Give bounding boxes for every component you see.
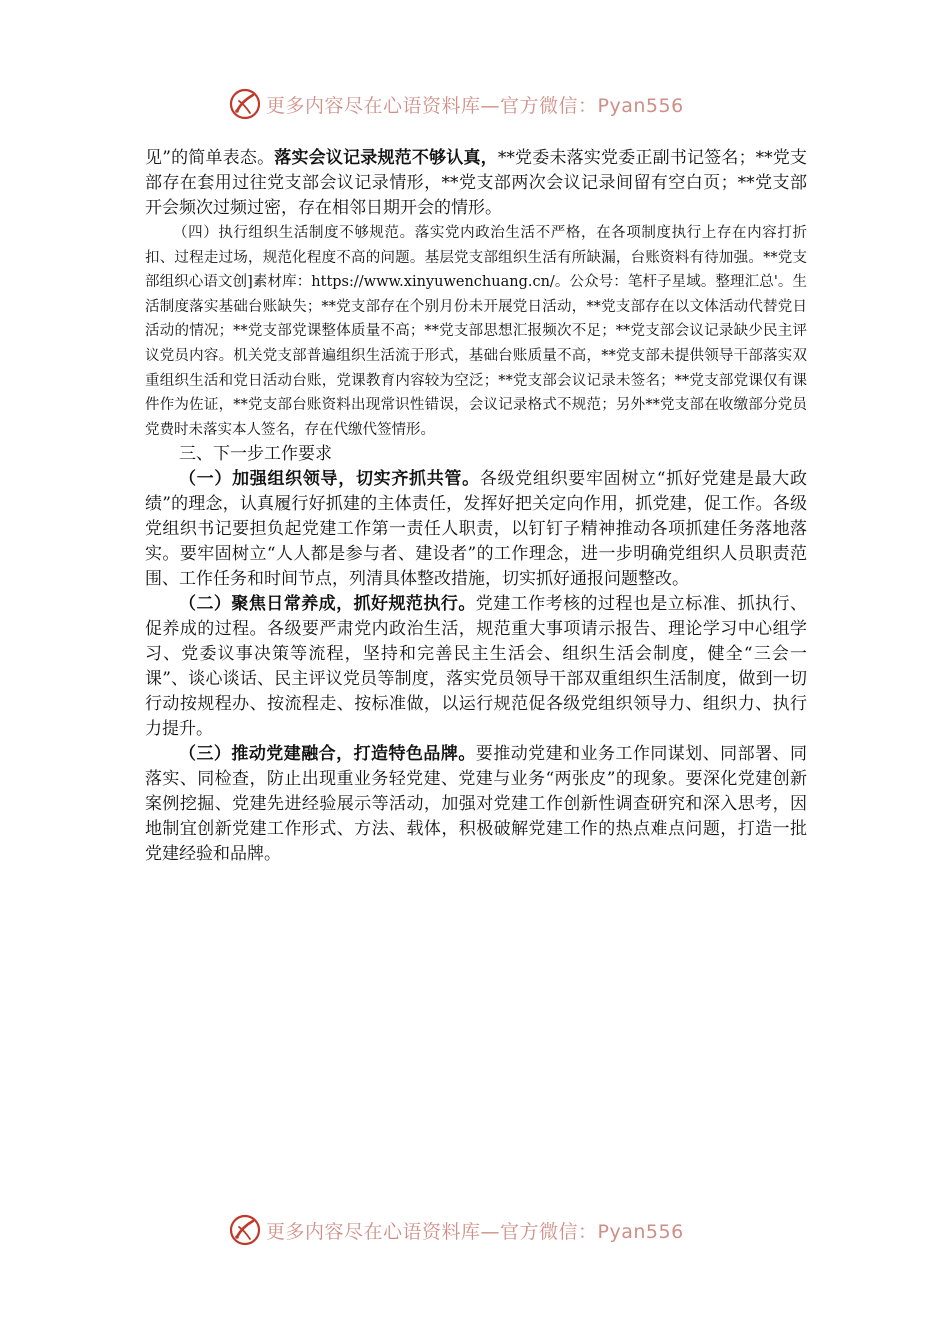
bold-heading: 落实会议记录规范不够认真， <box>274 148 498 168</box>
item-2-heading: （二）聚焦日常养成，抓好规范执行。 <box>179 594 476 615</box>
section-title: 三、下一步工作要求 <box>179 444 332 465</box>
paragraph-meeting-records <box>145 146 807 221</box>
paragraph-text: 见”的简单表态。 <box>145 148 275 168</box>
item-3-heading: （三）推动党建融合，打造特色品牌。 <box>179 744 476 765</box>
item-2-text: 党建工作考核的过程也是立标准、抓执行、促养成的过程。各级要严肃党内政治生活，规范重大事项请示报告、理论学习中心组学习、党委议事决策等流程，坚持和完善民主生活会、组织生活会制度，健全“三会一课”、谈心谈话、民主评议党员等制度，落实党员领导干部双重组织生活制度，做到一切行动按规程办、按流程走、按标准做，以运行规范促各级党组织领导力、组织力、执行力提升。 <box>145 594 808 740</box>
header-watermark-banner <box>228 86 748 122</box>
banner-text: 更多内容尽在心语资料库—官方微信：Pyan556 <box>266 1220 684 1243</box>
paragraph-item-1 <box>145 467 807 592</box>
banner-text: 更多内容尽在心语资料库—官方微信：Pyan556 <box>266 94 684 117</box>
paragraph-item-2 <box>145 592 807 742</box>
pen-seal-logo-icon <box>228 87 262 121</box>
paragraph-item-3 <box>145 742 807 867</box>
pen-seal-logo-icon <box>228 1213 262 1247</box>
paragraph-organization-life: （四）执行组织生活制度不够规范。落实党内政治生活不严格，在各项制度执行上存在内容打折扣、过程走过场，规范化程度不高的问题。基层党支部组织生活有所缺漏，台账资料有待加强。**党支部组织心语文创]素材库：https://www.xinyuwenchuang.cn/。公众号：笔杆子星域。整理汇总'。生活制度落实基础台账缺失；**党支部存在个别月份未开展党日活动，**党支部存在以文体活动代替党日活动的情况；**党支部党课整体质量不高；**党支部思想汇报频次不足；**党支部会议记录缺少民主评议党员内容。机关党支部普遍组织生活流于形式，基础台账质量不高，**党支部未提供领导干部落实双重组织生活和党日活动台账，党课教育内容较为空泛；**党支部会议记录未签名；**党支部党课仅有课件作为佐证，**党支部台账资料出现常识性错误，会议记录格式不规范；另外**党支部在收缴部分党员党费时未落实本人签名，存在代缴代签情形。 <box>145 225 807 438</box>
item-1-heading: （一）加强组织领导，切实齐抓共管。 <box>179 469 480 490</box>
footer-watermark-banner <box>228 1212 748 1248</box>
item-1-text: 各级党组织要牢固树立“抓好党建是最大政绩”的理念，认真履行好抓建的主体责任，发挥好把关定向作用，抓党建，促工作。各级党组织书记要担负起党建工作第一责任人职责，以钉钉子精神推动各项抓建任务落地落实。要牢固树立“人人都是参与者、建设者”的工作理念，进一步明确党组织人员职责范围、工作任务和时间节点，列清具体整改措施，切实抓好通报问题整改。 <box>145 469 807 590</box>
item-3-text: 要推动党建和业务工作同谋划、同部署、同落实、同检查，防止出现重业务轻党建、党建与业务“两张皮”的现象。要深化党建创新案例挖掘、党建先进经验展示等活动，加强对党建工作创新性调查研究和深入思考，因地制宜创新党建工作形式、方法、载体，积极破解党建工作的热点难点问题，打造一批党建经验和品牌。 <box>145 744 808 865</box>
paragraph-text: **党委未落实党委正副书记签名；**党支部存在套用过往党支部会议记录情形，**党支部两次会议记录间留有空白页；**党支部开会频次过频过密，存在相邻日期开会的情形。 <box>145 148 808 218</box>
document-body <box>145 146 807 867</box>
